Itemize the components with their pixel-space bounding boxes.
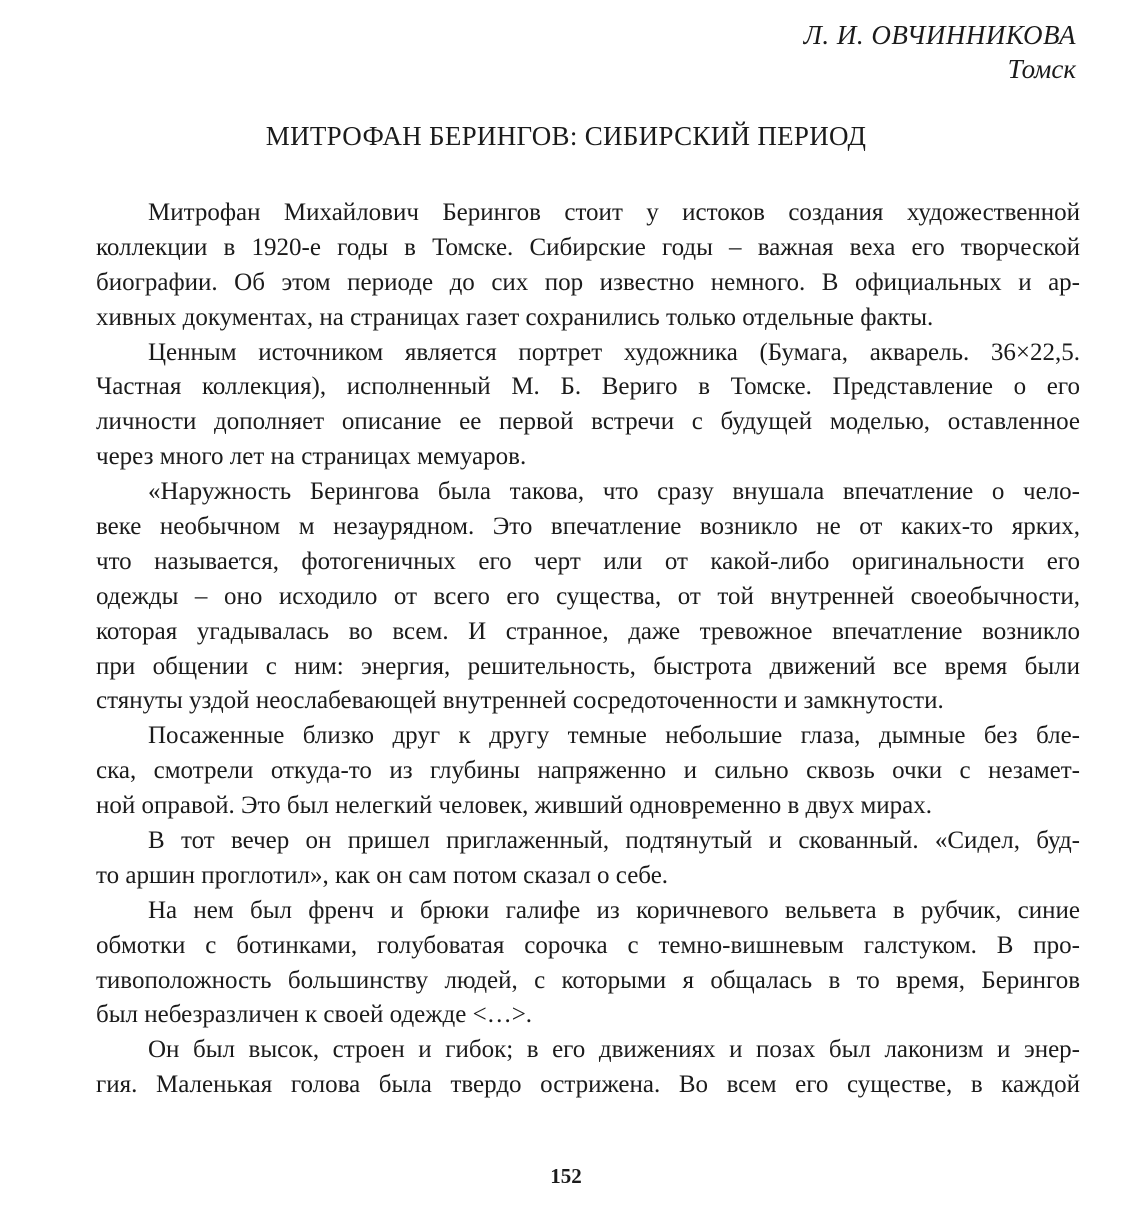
text-line: личности дополняет описание ее первой встречи с будущей моделью, оставленное: [96, 408, 1080, 436]
text-line: стянуты уздой неослабевающей внутренней сосредоточенности и замкнутости.: [96, 687, 944, 715]
text-line: при общении с ним: энергия, решительность, быстрота движений все время были: [96, 652, 1080, 680]
text-line: Ценным источником является портрет художника (Бумага, акварель. 36×22,5.: [148, 338, 1080, 366]
text-line: гия. Маленькая голова была твердо острижена. Во всем его существе, в каждой: [96, 1071, 1080, 1099]
page-number: 152: [550, 1164, 582, 1188]
text-line: Посаженные близко друг к другу темные небольшие глаза, дымные без бле-: [148, 722, 1080, 750]
text-line: которая угадывалась во всем. И странное, даже тревожное впечатление возникло: [96, 617, 1080, 645]
author-name: Л. И. ОВЧИННИКОВА: [803, 20, 1076, 50]
text-line: В тот вечер он пришел приглаженный, подтянутый и скованный. «Сидел, буд-: [148, 827, 1080, 855]
text-line: через много лет на страницах мемуаров.: [96, 443, 527, 471]
text-line: ска, смотрели откуда-то из глубины напряженно и сильно сквозь очки с незамет-: [96, 757, 1080, 785]
article-body: [96, 196, 1080, 1103]
text-line: тивоположность большинству людей, с которыми я общалась в то время, Берингов: [96, 966, 1080, 994]
text-line: Он был высок, строен и гибок; в его движениях и позах был лаконизм и энер-: [148, 1036, 1080, 1064]
author-city: Томск: [1007, 54, 1076, 84]
text-line: одежды – оно исходило от всего его существа, от той внутренней своеобычности,: [96, 582, 1080, 610]
text-line: биографии. Об этом периоде до сих пор известно немного. В официальных и ар-: [96, 268, 1080, 296]
text-line: веке необычном м незаурядном. Это впечатление возникло не от каких-то ярких,: [96, 513, 1080, 541]
text-line: что называется, фотогеничных его черт или от какой-либо оригинальности его: [96, 547, 1080, 575]
text-line: Частная коллекция), исполненный М. Б. Вериго в Томске. Представление о его: [96, 373, 1080, 401]
text-line: хивных документах, на страницах газет сохранились только отдельные факты.: [96, 303, 934, 331]
author-block: [804, 18, 1076, 86]
text-line: «Наружность Берингова была такова, что сразу внушала впечатление о чело-: [148, 478, 1080, 506]
text-line: На нем был френч и брюки галифе из коричневого вельвета в рубчик, синие: [148, 896, 1080, 924]
text-line: обмотки с ботинками, голубоватая сорочка с темно-вишневым галстуком. В про-: [96, 931, 1080, 959]
text-line: ной оправой. Это был нелегкий человек, живший одновременно в двух мирах.: [96, 792, 933, 820]
article-title: МИТРОФАН БЕРИНГОВ: СИБИРСКИЙ ПЕРИОД: [265, 121, 867, 151]
text-line: то аршин проглотил», как он сам потом сказал о себе.: [96, 861, 669, 889]
text-line: был небезразличен к своей одежде <…>.: [96, 1001, 533, 1029]
text-line: коллекции в 1920-е годы в Томске. Сибирские годы – важная веха его творческой: [96, 233, 1080, 261]
text-line: Митрофан Михайлович Берингов стоит у истоков создания художественной: [148, 199, 1080, 226]
